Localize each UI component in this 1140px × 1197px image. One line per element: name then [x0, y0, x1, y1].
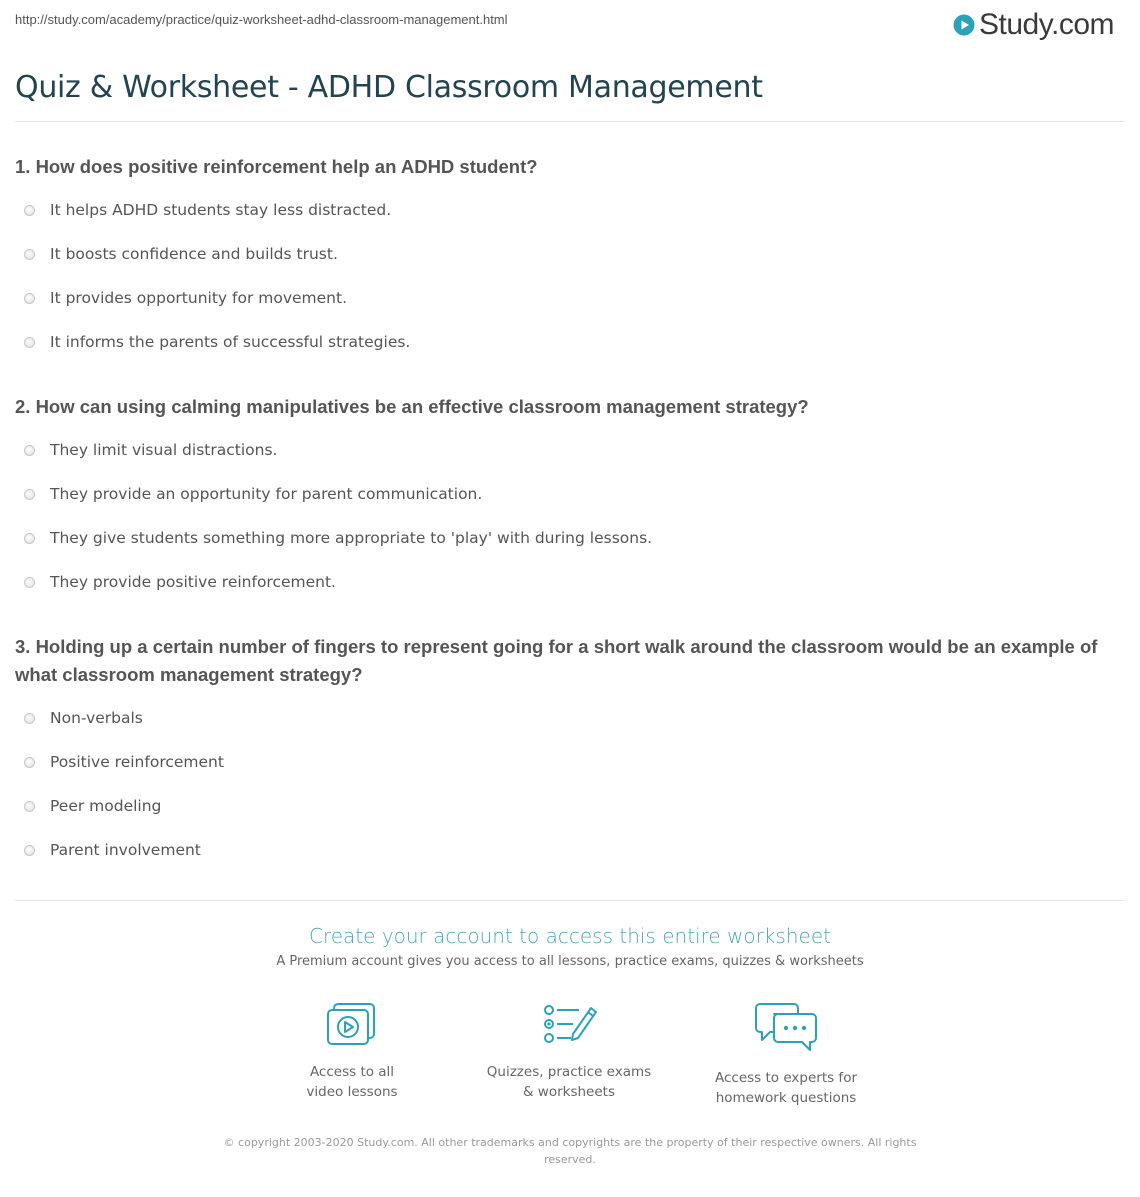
answer-label: It boosts confidence and builds trust.	[50, 245, 338, 263]
answer-label: Peer modeling	[50, 797, 162, 815]
question-3	[15, 633, 1125, 872]
logo-text: Study.com	[979, 8, 1114, 41]
question-text: 1. How does positive reinforcement help an ADHD student?	[15, 156, 538, 177]
page-url: http://study.com/academy/practice/quiz-worksheet-adhd-classroom-management.html	[15, 12, 508, 27]
answer-option[interactable]	[15, 428, 1125, 472]
question-text: 2. How can using calming manipulatives be an effective classroom management strategy?	[15, 396, 809, 417]
video-lessons-icon	[326, 1002, 378, 1048]
radio-button[interactable]	[24, 445, 35, 456]
answer-option[interactable]	[15, 740, 1125, 784]
radio-button[interactable]	[24, 713, 35, 724]
answer-label: Parent involvement	[50, 841, 201, 859]
play-circle-icon	[953, 14, 975, 36]
answer-option[interactable]	[15, 188, 1125, 232]
answer-label: They provide positive reinforcement.	[50, 573, 336, 591]
radio-button[interactable]	[24, 845, 35, 856]
answer-option[interactable]	[15, 276, 1125, 320]
radio-button[interactable]	[24, 489, 35, 500]
answer-option[interactable]	[15, 560, 1125, 604]
title-divider	[15, 121, 1125, 122]
answer-label: Non-verbals	[50, 709, 143, 727]
top-bar	[0, 0, 1140, 52]
answer-option[interactable]	[15, 696, 1125, 740]
answer-option[interactable]	[15, 828, 1125, 872]
copyright-footer: © copyright 2003-2020 Study.com. All other trademarks and copyrights are the property of their respective owners. All rights reserved.	[223, 1136, 917, 1166]
chat-bubbles-icon	[754, 1002, 818, 1054]
answer-option[interactable]	[15, 320, 1125, 364]
radio-button[interactable]	[24, 293, 35, 304]
answer-option[interactable]	[15, 516, 1125, 560]
radio-button[interactable]	[24, 801, 35, 812]
feature-label: Access to all video lessons	[306, 1064, 398, 1100]
section-divider	[15, 900, 1125, 901]
radio-button[interactable]	[24, 205, 35, 216]
answer-option[interactable]	[15, 472, 1125, 516]
radio-button[interactable]	[24, 249, 35, 260]
radio-button[interactable]	[24, 577, 35, 588]
answer-options	[15, 696, 1125, 872]
question-1	[15, 153, 1125, 364]
question-text: 3. Holding up a certain number of fingers to represent going for a short walk around the classroom would be an example of what classroom management strategy?	[15, 636, 1098, 685]
quiz-checklist-icon	[541, 1002, 597, 1048]
answer-options	[15, 428, 1125, 604]
answer-label: It helps ADHD students stay less distracted.	[50, 201, 392, 219]
answer-option[interactable]	[15, 232, 1125, 276]
radio-button[interactable]	[24, 757, 35, 768]
answer-label: They provide an opportunity for parent communication.	[50, 485, 483, 503]
feature-label: Access to experts for homework questions	[714, 1070, 857, 1106]
answer-label: They limit visual distractions.	[50, 441, 278, 459]
feature-experts	[686, 1002, 886, 1108]
create-account-link[interactable]: Create your account to access this entire worksheet	[309, 924, 831, 948]
premium-description: A Premium account gives you access to all lessons, practice exams, quizzes & worksheets	[276, 954, 864, 969]
answer-label: Positive reinforcement	[50, 753, 224, 771]
question-2	[15, 393, 1125, 604]
page-title: Quiz & Worksheet - ADHD Classroom Management	[15, 70, 763, 105]
radio-button[interactable]	[24, 533, 35, 544]
answer-options	[15, 188, 1125, 364]
feature-video-lessons	[252, 1002, 452, 1102]
answer-option[interactable]	[15, 784, 1125, 828]
study-logo[interactable]	[953, 6, 1114, 44]
answer-label: They give students something more appropriate to 'play' with during lessons.	[50, 529, 653, 547]
feature-quizzes	[469, 1002, 669, 1102]
answer-label: It provides opportunity for movement.	[50, 289, 348, 307]
answer-label: It informs the parents of successful strategies.	[50, 333, 411, 351]
feature-label: Quizzes, practice exams & worksheets	[486, 1064, 652, 1100]
radio-button[interactable]	[24, 337, 35, 348]
